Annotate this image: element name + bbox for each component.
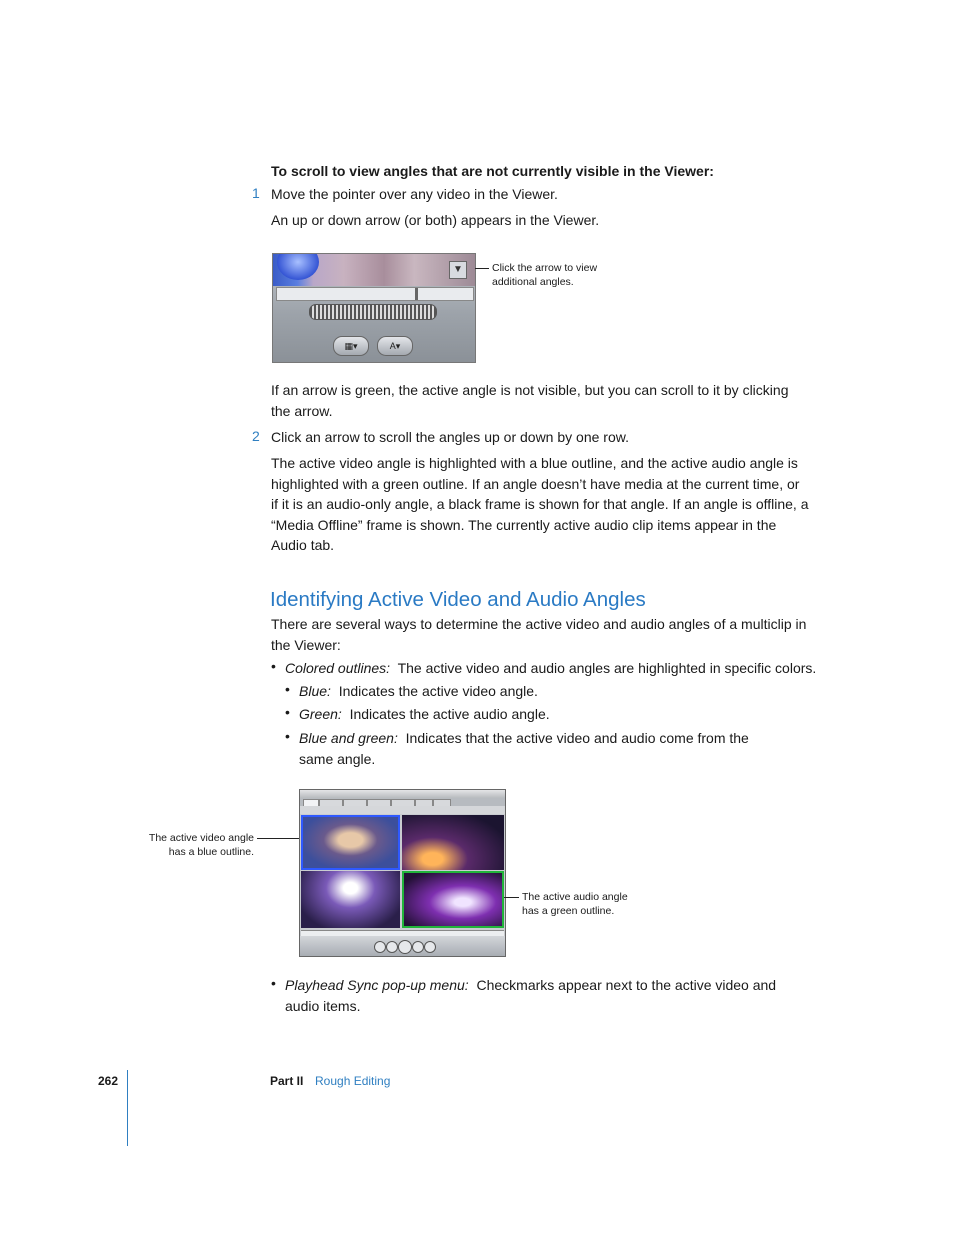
scrubber-bar [276, 287, 474, 301]
figure1-leader-line [475, 268, 489, 269]
figure2-left-leader [257, 838, 299, 839]
next-edit-icon [424, 941, 436, 953]
bullet-colored-outlines: Colored outlines: The active video and audio angles are highlighted in specific colors. [285, 660, 817, 676]
figure1-caption: Click the arrow to view additional angles. [492, 262, 598, 288]
footer-part: Part II [270, 1074, 304, 1088]
bullet-marker: • [271, 658, 276, 674]
step-2-text: Click an arrow to scroll the angles up or down by one row. [271, 429, 629, 445]
bullet-playhead-sync: Playhead Sync pop-up menu: Checkmarks appear next to the active video and audio items. [285, 977, 777, 1014]
play-in-to-out-icon [386, 941, 398, 953]
figure2-right-caption: The active audio angle has a green outline. [522, 891, 628, 917]
active-audio-angle [402, 871, 504, 928]
green-arrow-paragraph: If an arrow is green, the active angle is not visible, but you can scroll to it by clicking the arrow. [271, 382, 789, 419]
video-frame [273, 254, 475, 286]
subbullet-green: Green: Indicates the active audio angle. [299, 706, 550, 722]
step-number-1: 1 [252, 185, 260, 201]
viewer-arrow-screenshot [272, 253, 476, 363]
multiclip-viewer-screenshot [299, 789, 506, 957]
outline-explanation-paragraph: The active video angle is highlighted with a blue outline, and the active audio angle is highlighted with a green outline. If an angle doesn’t have media at the current time, or if it is an audio-only angle, a black frame is shown for that angle. If an angle is offline, a “Media Offline” frame is shown. The currently active audio clip items appear in the Audio tab. [271, 455, 809, 553]
play-icon [398, 940, 412, 954]
text-overlay-popup-icon: A▾ [377, 336, 413, 356]
footer-rule [127, 1070, 128, 1146]
viewer-title-bar [300, 790, 505, 798]
step-1-text: Move the pointer over any video in the Viewer. [271, 186, 558, 202]
section-intro: There are several ways to determine the active video and audio angles of a multiclip in the Viewer: [271, 616, 807, 653]
play-around-icon [412, 941, 424, 953]
bullet-marker: • [285, 704, 290, 720]
angle-2 [402, 815, 504, 870]
angle-3 [301, 871, 400, 928]
active-video-angle [301, 815, 400, 870]
footer-chapter-link[interactable]: Rough Editing [315, 1074, 391, 1088]
bullet-marker: • [285, 681, 290, 697]
subbullet-blue-and-green: Blue and green: Indicates that the active video and audio come from the same angle. [299, 730, 749, 767]
transport-controls [300, 936, 505, 956]
step-number-2: 2 [252, 428, 260, 444]
viewer-tabs [300, 798, 505, 806]
jog-control [309, 304, 437, 320]
figure2-left-caption: The active video angle has a blue outline. [148, 832, 254, 858]
playhead-sync-popup-icon: ▦▾ [333, 336, 369, 356]
bullet-marker: • [271, 975, 276, 991]
procedure-heading: To scroll to view angles that are not currently visible in the Viewer: [271, 163, 714, 179]
section-heading: Identifying Active Video and Audio Angles [270, 588, 646, 611]
subbullet-blue: Blue: Indicates the active video angle. [299, 683, 538, 699]
viewer-toolbar [300, 806, 505, 814]
scroll-down-arrow-icon: ▼ [449, 261, 467, 279]
figure2-right-leader [504, 897, 519, 898]
step-1-result: An up or down arrow (or both) appears in the Viewer. [271, 212, 600, 228]
previous-edit-icon [374, 941, 386, 953]
bullet-marker: • [285, 728, 290, 744]
page-number: 262 [98, 1074, 119, 1088]
